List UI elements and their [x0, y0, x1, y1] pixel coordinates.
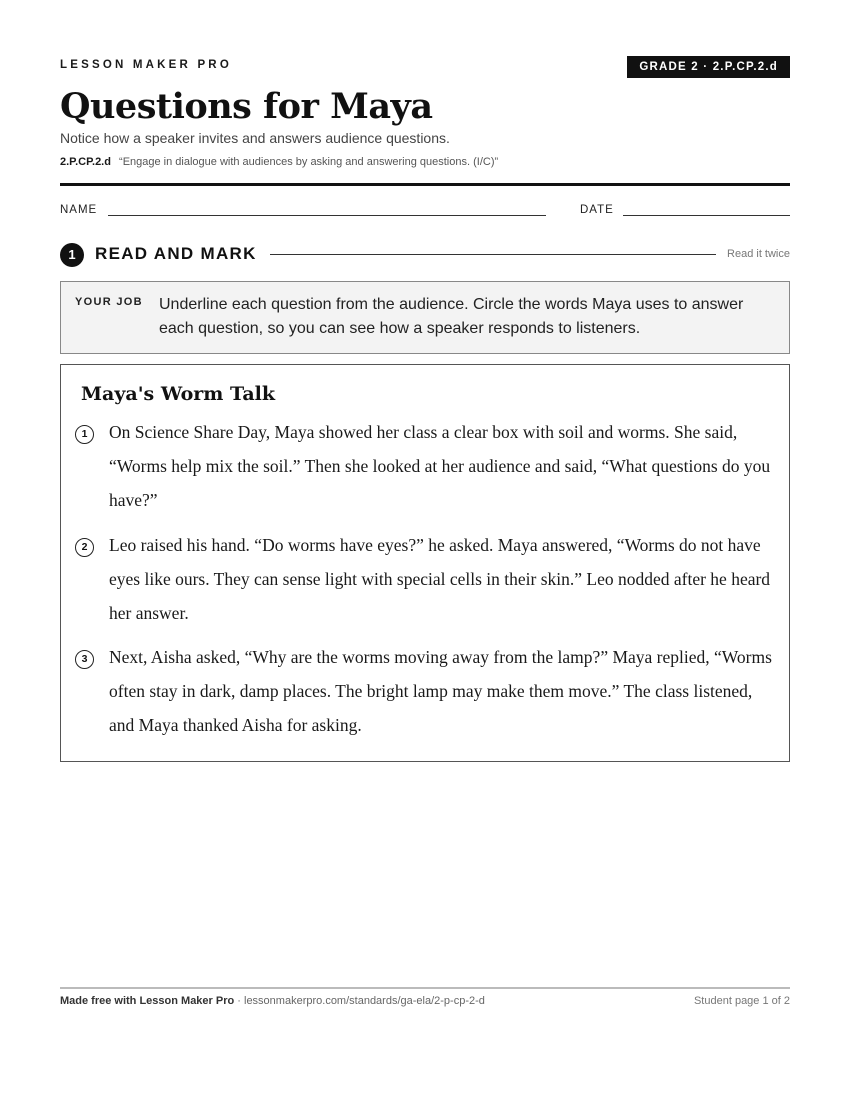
- paragraph-number: 1: [75, 425, 94, 444]
- date-field[interactable]: [623, 215, 790, 216]
- date-label: DATE: [580, 204, 614, 216]
- name-label: NAME: [60, 204, 98, 216]
- instructions-box: [60, 281, 790, 354]
- story-paragraph: [75, 423, 775, 523]
- paragraph-text: Next, Aisha asked, “Why are the worms moving away from the lamp?” Maya replied, “Worms often stay in dark, damp places. The bright lamp may make them move.” The class listened, and Maya thanked Aisha for asking.: [109, 647, 772, 735]
- name-date-row: [60, 204, 790, 220]
- job-label: YOUR JOB: [75, 296, 143, 308]
- footer-made-by: Made free with Lesson Maker Pro: [60, 995, 235, 1007]
- story-box: [60, 364, 790, 762]
- paragraph-text: Leo raised his hand. “Do worms have eyes?” he asked. Maya answered, “Worms do not have eyes like ours. They can sense light with special cells in their skin.” Leo nodded after he heard her answer.: [109, 535, 771, 623]
- standard-line: [60, 156, 498, 168]
- story-title: Maya's Worm Talk: [81, 383, 276, 405]
- page-subtitle: Notice how a speaker invites and answers audience questions.: [60, 130, 450, 146]
- paragraph-number: 2: [75, 538, 94, 557]
- paragraph-text: On Science Share Day, Maya showed her class a clear box with soil and worms. She said, “Worms help mix the soil.” Then she looked at her audience and said, “What questions do you have?”: [109, 422, 771, 510]
- brand-name: LESSON MAKER PRO: [60, 59, 232, 71]
- story-paragraph: [75, 536, 775, 636]
- footer-divider: [60, 987, 790, 989]
- section-number-badge: 1: [60, 243, 84, 267]
- header-divider: [60, 183, 790, 186]
- section-note: Read it twice: [727, 248, 790, 260]
- footer-page-number: Student page 1 of 2: [693, 995, 790, 1007]
- standard-code: 2.P.CP.2.d: [60, 156, 111, 168]
- footer-separator: ·: [234, 995, 244, 1007]
- name-field[interactable]: [108, 215, 546, 216]
- page-title: Questions for Maya: [60, 86, 433, 127]
- standard-text: “Engage in dialogue with audiences by asking and answering questions. (I/C)”: [119, 156, 499, 168]
- footer-url[interactable]: lessonmakerpro.com/standards/ga-ela/2-p-cp-2-d: [244, 995, 485, 1007]
- footer: [60, 995, 790, 1007]
- paragraph-number: 3: [75, 650, 94, 669]
- section-title: READ AND MARK: [95, 244, 257, 263]
- story-paragraph: [75, 648, 775, 748]
- header-row: [60, 56, 790, 80]
- job-text: Underline each question from the audience. Circle the words Maya uses to answer each question, so you can see how a speaker responds to listeners.: [159, 296, 744, 337]
- section-heading: [60, 243, 790, 267]
- section-rule: [270, 254, 716, 255]
- grade-badge: GRADE 2 · 2.P.CP.2.d: [627, 56, 790, 78]
